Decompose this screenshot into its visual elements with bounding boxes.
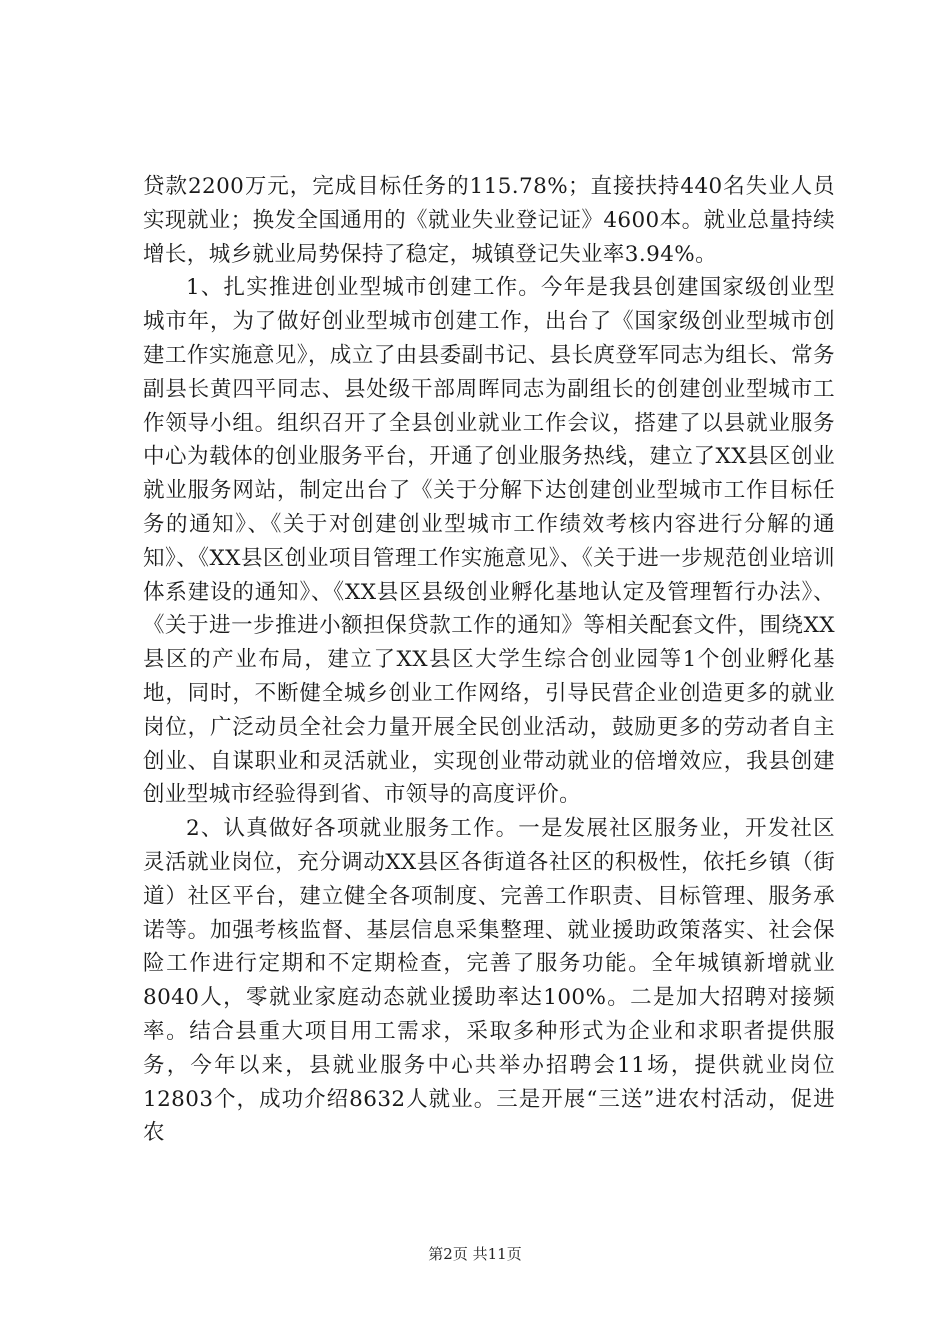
document-body bbox=[143, 170, 835, 1150]
paragraph-entrepreneurial-city: 1、扎实推进创业型城市创建工作。今年是我县创建国家级创业型城市年，为了做好创业型城市创建工作，出台了《国家级创业型城市创建工作实施意见》，成立了由县委副书记、县长庹登军同志为组长、常务副县长黄四平同志、县处级干部周晖同志为副组长的创建创业型城市工作领导小组。组织召开了全县创业就业工作会议，搭建了以县就业服务中心为载体的创业服务平台，开通了创业服务热线，建立了XX县区创业就业服务网站，制定出台了《关于分解下达创建创业型城市工作目标任务的通知》、《关于对创建创业型城市工作绩效考核内容进行分解的通知》、《XX县区创业项目管理工作实施意见》、《关于进一步规范创业培训体系建设的通知》、《XX县区县级创业孵化基地认定及管理暂行办法》、《关于进一步推进小额担保贷款工作的通知》等相关配套文件，围绕XX县区的产业布局，建立了XX县区大学生综合创业园等1个创业孵化基地，同时，不断健全城乡创业工作网络，引导民营企业创造更多的就业岗位，广泛动员全社会力量开展全民创业活动，鼓励更多的劳动者自主创业、自谋职业和灵活就业，实现创业带动就业的倍增效应，我县创建创业型城市经验得到省、市领导的高度评价。 bbox=[143, 275, 835, 808]
page-number-footer: 第2页 共11页 bbox=[428, 1245, 522, 1263]
paragraph-employment-services: 2、认真做好各项就业服务工作。一是发展社区服务业，开发社区灵活就业岗位，充分调动XX县区各街道各社区的积极性，依托乡镇（街道）社区平台，建立健全各项制度、完善工作职责、目标管理、服务承诺等。加强考核监督、基层信息采集整理、就业援助政策落实、社会保险工作进行定期和不定期检查，完善了服务功能。全年城镇新增就业8040人，零就业家庭动态就业援助率达100%。二是加大招聘对接频率。结合县重大项目用工需求，采取多种形式为企业和求职者提供服务，今年以来，县就业服务中心共举办招聘会11场，提供就业岗位12803个，成功介绍8632人就业。三是开展“三送”进农村活动，促进农 bbox=[143, 816, 835, 1146]
paragraph-continuation: 贷款2200万元，完成目标任务的115.78%；直接扶持440名失业人员实现就业；换发全国通用的《就业失业登记证》4600本。就业总量持续增长，城乡就业局势保持了稳定，城镇登记失业率3.94%。 bbox=[143, 174, 835, 267]
